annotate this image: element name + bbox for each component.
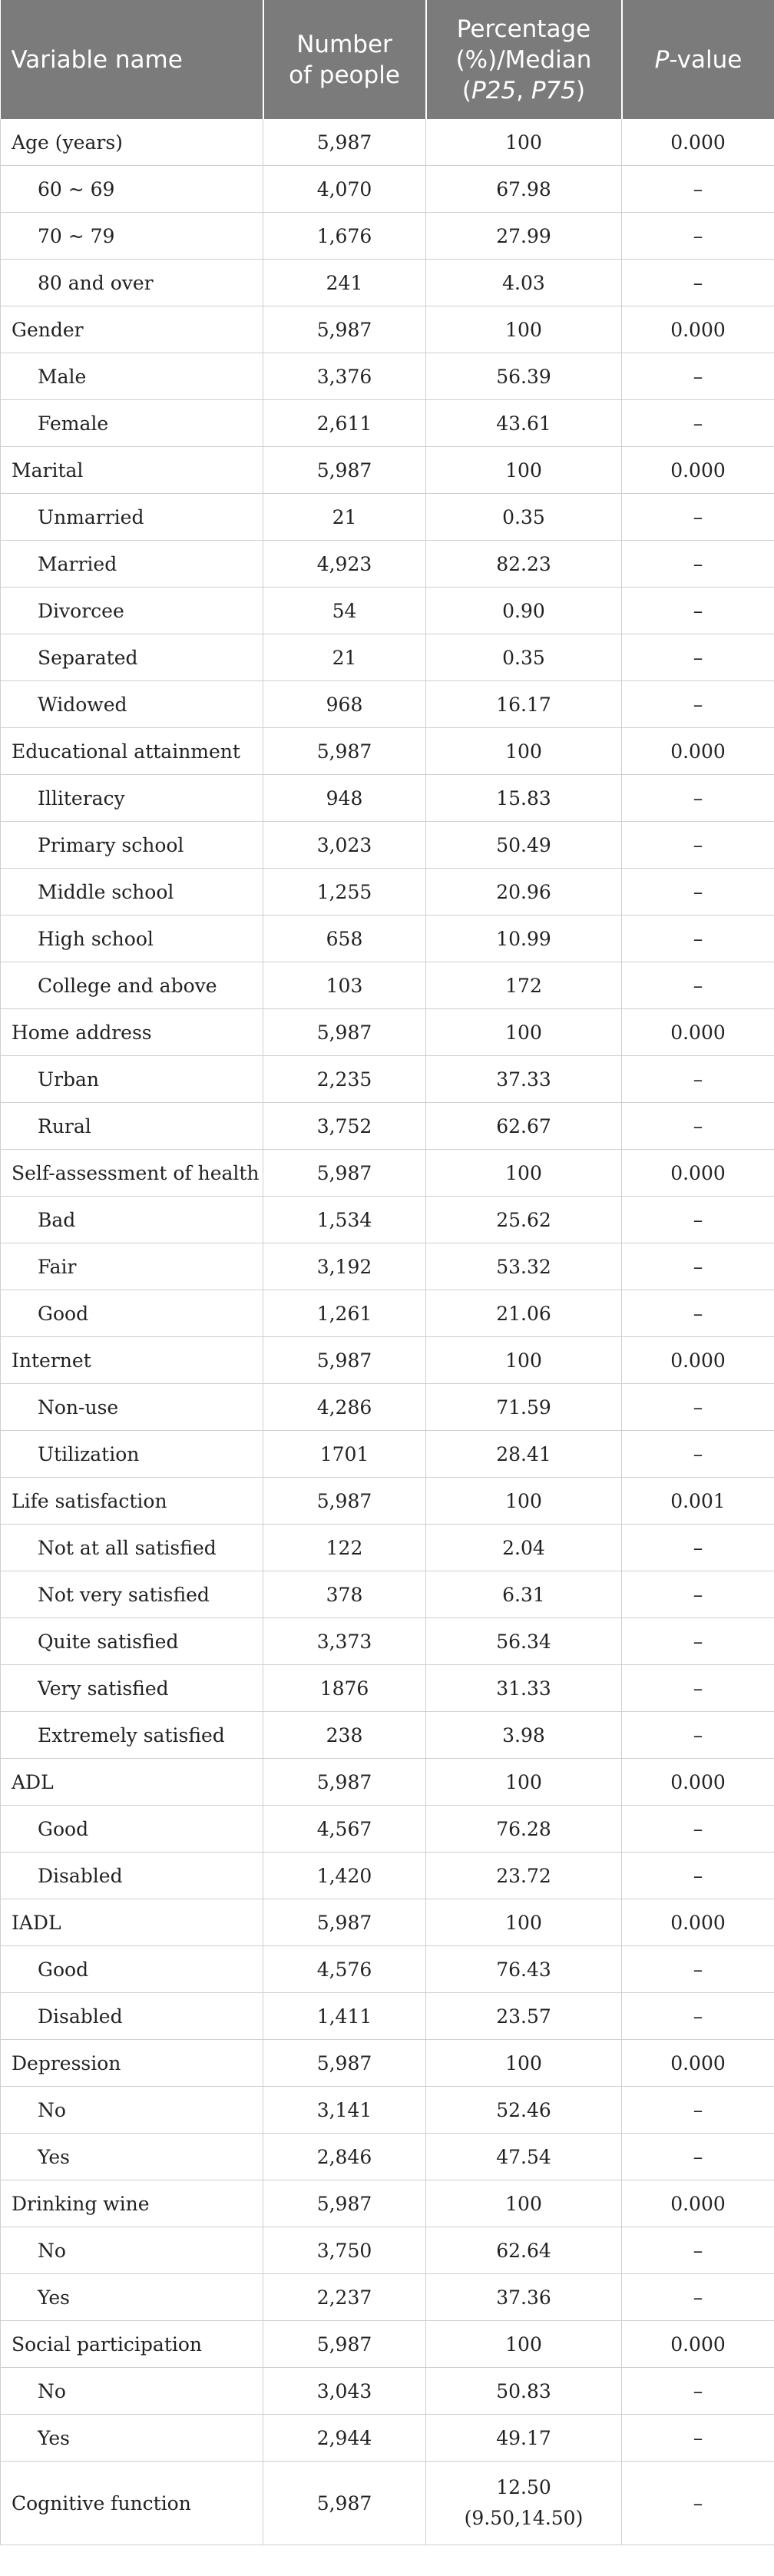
table-row-subcategory	[1, 1993, 774, 2040]
cell-number-of-people: 122	[263, 1525, 426, 1571]
cell-number-of-people: 5,987	[263, 1899, 426, 1946]
table-row-subcategory	[1, 916, 774, 962]
cell-p-value: –	[622, 213, 774, 260]
table-row-subcategory	[1, 2415, 774, 2462]
table-row-subcategory	[1, 775, 774, 822]
cell-variable-name: Married	[1, 541, 263, 588]
cell-variable-name: Urban	[1, 1056, 263, 1103]
cell-number-of-people: 4,923	[263, 541, 426, 588]
cell-number-of-people: 968	[263, 681, 426, 728]
table-row-subcategory	[1, 2274, 774, 2321]
table-row-subcategory	[1, 1056, 774, 1103]
cell-percentage: 100	[426, 2180, 622, 2227]
cell-p-value: 0.000	[622, 1009, 774, 1056]
cell-number-of-people: 2,237	[263, 2274, 426, 2321]
table-row-subcategory	[1, 2368, 774, 2415]
table-row-variable	[1, 447, 774, 494]
cell-number-of-people: 3,023	[263, 822, 426, 869]
cell-percentage: 6.31	[426, 1571, 622, 1618]
cell-p-value: –	[622, 1571, 774, 1618]
cell-number-of-people: 5,987	[263, 1337, 426, 1384]
cell-p-value: 0.000	[622, 447, 774, 494]
cell-number-of-people: 1,255	[263, 869, 426, 916]
cell-variable-name: IADL	[1, 1899, 263, 1946]
cell-p-value: –	[622, 2415, 774, 2462]
table-row-subcategory	[1, 634, 774, 681]
cell-variable-name: Bad	[1, 1197, 263, 1243]
table-row-subcategory	[1, 962, 774, 1009]
cell-number-of-people: 5,987	[263, 1009, 426, 1056]
cell-percentage: 0.90	[426, 588, 622, 634]
cell-number-of-people: 3,750	[263, 2227, 426, 2274]
cell-variable-name: Good	[1, 1806, 263, 1853]
table-row-subcategory	[1, 1946, 774, 1993]
cell-percentage: 10.99	[426, 916, 622, 962]
cell-percentage: 50.49	[426, 822, 622, 869]
table-row-subcategory	[1, 588, 774, 634]
cell-p-value: –	[622, 353, 774, 400]
cell-number-of-people: 5,987	[263, 306, 426, 353]
table-row-subcategory	[1, 822, 774, 869]
cell-p-value: –	[622, 1525, 774, 1571]
cell-percentage: 25.62	[426, 1197, 622, 1243]
cell-percentage: 37.36	[426, 2274, 622, 2321]
cell-p-value: –	[622, 1384, 774, 1431]
cell-number-of-people: 3,141	[263, 2087, 426, 2134]
cell-p-value: 0.000	[622, 119, 774, 166]
cell-percentage: 56.34	[426, 1618, 622, 1665]
cell-percentage: 37.33	[426, 1056, 622, 1103]
cell-number-of-people: 3,376	[263, 353, 426, 400]
cell-percentage: 21.06	[426, 1290, 622, 1337]
cell-percentage: 100	[426, 728, 622, 775]
cell-p-value: –	[622, 1712, 774, 1759]
cell-p-value: –	[622, 1243, 774, 1290]
cell-percentage: 100	[426, 1899, 622, 1946]
table-row-subcategory	[1, 1384, 774, 1431]
cell-percentage: 62.67	[426, 1103, 622, 1150]
cell-percentage: 53.32	[426, 1243, 622, 1290]
table-row-subcategory	[1, 1290, 774, 1337]
cell-number-of-people: 2,235	[263, 1056, 426, 1103]
cell-variable-name: Depression	[1, 2040, 263, 2087]
cell-p-value: –	[622, 1103, 774, 1150]
cell-variable-name: Middle school	[1, 869, 263, 916]
cell-number-of-people: 5,987	[263, 1759, 426, 1806]
cell-variable-name: Illiteracy	[1, 775, 263, 822]
cell-variable-name: No	[1, 2368, 263, 2415]
cell-number-of-people: 4,286	[263, 1384, 426, 1431]
cell-number-of-people: 3,752	[263, 1103, 426, 1150]
table-row-subcategory	[1, 213, 774, 260]
table-row-subcategory	[1, 1712, 774, 1759]
table-row-subcategory	[1, 2227, 774, 2274]
cell-variable-name: Age (years)	[1, 119, 263, 166]
cell-number-of-people: 2,846	[263, 2134, 426, 2180]
cell-p-value: –	[622, 634, 774, 681]
cell-variable-name: Yes	[1, 2415, 263, 2462]
cell-percentage: 23.57	[426, 1993, 622, 2040]
cell-percentage: 100	[426, 1478, 622, 1525]
table-row-variable	[1, 306, 774, 353]
cell-percentage: 100	[426, 1009, 622, 1056]
cell-variable-name: Rural	[1, 1103, 263, 1150]
table-body	[1, 119, 774, 2545]
cell-percentage: 82.23	[426, 541, 622, 588]
table-row-variable	[1, 2321, 774, 2368]
table-row-subcategory	[1, 2134, 774, 2180]
cell-number-of-people: 5,987	[263, 2321, 426, 2368]
cell-p-value: –	[622, 166, 774, 213]
table-row-variable	[1, 1759, 774, 1806]
cell-percentage: 100	[426, 306, 622, 353]
table-row-subcategory	[1, 1665, 774, 1712]
cell-p-value: –	[622, 2087, 774, 2134]
cell-number-of-people: 5,987	[263, 728, 426, 775]
table-row-subcategory	[1, 166, 774, 213]
cell-p-value: –	[622, 260, 774, 306]
cell-p-value: 0.000	[622, 2180, 774, 2227]
cell-percentage: 52.46	[426, 2087, 622, 2134]
cell-percentage: 100	[426, 2040, 622, 2087]
cell-p-value: 0.000	[622, 1337, 774, 1384]
cell-number-of-people: 378	[263, 1571, 426, 1618]
table-row-subcategory	[1, 494, 774, 541]
cell-number-of-people: 5,987	[263, 1478, 426, 1525]
cell-variable-name: Home address	[1, 1009, 263, 1056]
cell-p-value: –	[622, 962, 774, 1009]
cell-p-value: –	[622, 2368, 774, 2415]
cell-number-of-people: 3,373	[263, 1618, 426, 1665]
cell-p-value: –	[622, 400, 774, 447]
table-row-subcategory	[1, 1853, 774, 1899]
table-row-variable	[1, 2462, 774, 2545]
cell-p-value: –	[622, 1665, 774, 1712]
cell-variable-name: Female	[1, 400, 263, 447]
cell-variable-name: Cognitive function	[1, 2462, 263, 2545]
cell-percentage: 43.61	[426, 400, 622, 447]
cell-variable-name: High school	[1, 916, 263, 962]
cell-p-value: –	[622, 916, 774, 962]
cell-percentage: 76.28	[426, 1806, 622, 1853]
cell-percentage: 67.98	[426, 166, 622, 213]
table-row-variable	[1, 2040, 774, 2087]
cell-variable-name: Very satisfied	[1, 1665, 263, 1712]
cell-variable-name: Yes	[1, 2134, 263, 2180]
cell-variable-name: College and above	[1, 962, 263, 1009]
cell-p-value: –	[622, 869, 774, 916]
table-row-subcategory	[1, 1525, 774, 1571]
cell-percentage: 4.03	[426, 260, 622, 306]
cell-variable-name: 60 ~ 69	[1, 166, 263, 213]
cell-percentage: 0.35	[426, 494, 622, 541]
cell-p-value: –	[622, 494, 774, 541]
table-row-variable	[1, 119, 774, 166]
cell-number-of-people: 3,043	[263, 2368, 426, 2415]
cell-percentage: 71.59	[426, 1384, 622, 1431]
cell-variable-name: Not very satisfied	[1, 1571, 263, 1618]
cell-p-value: –	[622, 1806, 774, 1853]
table-header	[1, 0, 774, 119]
table-row-subcategory	[1, 1103, 774, 1150]
cell-p-value: –	[622, 1290, 774, 1337]
cell-p-value: 0.000	[622, 1759, 774, 1806]
cell-number-of-people: 5,987	[263, 1150, 426, 1197]
cell-variable-name: Widowed	[1, 681, 263, 728]
cell-p-value: –	[622, 1853, 774, 1899]
cell-percentage: 50.83	[426, 2368, 622, 2415]
cell-percentage: 100	[426, 2321, 622, 2368]
cell-variable-name: Non-use	[1, 1384, 263, 1431]
interquartile-range: (9.50,14.50)	[464, 2507, 584, 2529]
cell-percentage: 76.43	[426, 1946, 622, 1993]
cell-number-of-people: 1,411	[263, 1993, 426, 2040]
cell-percentage: 47.54	[426, 2134, 622, 2180]
cell-p-value: –	[622, 2462, 774, 2545]
table-row-variable	[1, 1899, 774, 1946]
cell-percentage: 28.41	[426, 1431, 622, 1478]
cell-percentage: 16.17	[426, 681, 622, 728]
cell-variable-name: Marital	[1, 447, 263, 494]
cell-variable-name: Educational attainment	[1, 728, 263, 775]
cell-percentage: 3.98	[426, 1712, 622, 1759]
header-row	[1, 0, 774, 119]
table-row-subcategory	[1, 1806, 774, 1853]
cell-percentage: 0.35	[426, 634, 622, 681]
table-row-subcategory	[1, 681, 774, 728]
cell-p-value: –	[622, 2274, 774, 2321]
median-value: 12.50	[496, 2476, 551, 2498]
header-percentage-median: Percentage (%)/Median (P25, P75)	[426, 0, 622, 119]
cell-percentage: 56.39	[426, 353, 622, 400]
cell-percentage: 15.83	[426, 775, 622, 822]
cell-number-of-people: 1,676	[263, 213, 426, 260]
cell-variable-name: Separated	[1, 634, 263, 681]
cell-number-of-people: 238	[263, 1712, 426, 1759]
table-row-subcategory	[1, 869, 774, 916]
cell-variable-name: Quite satisfied	[1, 1618, 263, 1665]
cell-p-value: –	[622, 1946, 774, 1993]
cell-variable-name: No	[1, 2087, 263, 2134]
cell-percentage: 31.33	[426, 1665, 622, 1712]
cell-number-of-people: 1,420	[263, 1853, 426, 1899]
table-row-variable	[1, 1337, 774, 1384]
cell-p-value: –	[622, 2227, 774, 2274]
cell-variable-name: Social participation	[1, 2321, 263, 2368]
cell-percentage	[426, 2462, 622, 2545]
table-row-subcategory	[1, 353, 774, 400]
cell-number-of-people: 103	[263, 962, 426, 1009]
table-row-subcategory	[1, 1618, 774, 1665]
cell-p-value: –	[622, 1993, 774, 2040]
cell-number-of-people: 21	[263, 634, 426, 681]
cell-percentage: 23.72	[426, 1853, 622, 1899]
cell-variable-name: 70 ~ 79	[1, 213, 263, 260]
cell-p-value: 0.000	[622, 1150, 774, 1197]
cell-p-value: 0.000	[622, 306, 774, 353]
cell-number-of-people: 5,987	[263, 2040, 426, 2087]
table-row-subcategory	[1, 541, 774, 588]
cell-number-of-people: 1876	[263, 1665, 426, 1712]
cell-number-of-people: 4,567	[263, 1806, 426, 1853]
cell-variable-name: No	[1, 2227, 263, 2274]
cell-number-of-people: 4,576	[263, 1946, 426, 1993]
cell-number-of-people: 948	[263, 775, 426, 822]
table-row-variable	[1, 1478, 774, 1525]
cell-p-value: –	[622, 2134, 774, 2180]
cell-number-of-people: 5,987	[263, 2180, 426, 2227]
cell-number-of-people: 4,070	[263, 166, 426, 213]
cell-variable-name: Drinking wine	[1, 2180, 263, 2227]
cell-number-of-people: 2,944	[263, 2415, 426, 2462]
cell-percentage: 100	[426, 1759, 622, 1806]
cell-variable-name: Good	[1, 1290, 263, 1337]
cell-p-value: –	[622, 541, 774, 588]
cell-p-value: –	[622, 822, 774, 869]
cell-p-value: –	[622, 1431, 774, 1478]
cell-p-value: 0.000	[622, 2040, 774, 2087]
cell-percentage: 2.04	[426, 1525, 622, 1571]
cell-number-of-people: 5,987	[263, 119, 426, 166]
cell-p-value: 0.000	[622, 1899, 774, 1946]
header-p-value: P-value	[622, 0, 774, 119]
cell-percentage: 172	[426, 962, 622, 1009]
cell-p-value: –	[622, 775, 774, 822]
cell-variable-name: Self-assessment of health	[1, 1150, 263, 1197]
table-row-subcategory	[1, 2087, 774, 2134]
cell-number-of-people: 1,534	[263, 1197, 426, 1243]
cell-number-of-people: 5,987	[263, 447, 426, 494]
cell-variable-name: Gender	[1, 306, 263, 353]
cell-p-value: –	[622, 681, 774, 728]
cell-variable-name: Utilization	[1, 1431, 263, 1478]
cell-variable-name: Disabled	[1, 1853, 263, 1899]
table-row-variable	[1, 728, 774, 775]
cell-p-value: –	[622, 588, 774, 634]
cell-variable-name: Primary school	[1, 822, 263, 869]
header-number-of-people: Number of people	[263, 0, 426, 119]
cell-number-of-people: 241	[263, 260, 426, 306]
cell-number-of-people: 21	[263, 494, 426, 541]
cell-number-of-people: 3,192	[263, 1243, 426, 1290]
table-row-subcategory	[1, 260, 774, 306]
cell-number-of-people: 54	[263, 588, 426, 634]
cell-variable-name: Male	[1, 353, 263, 400]
cell-variable-name: Internet	[1, 1337, 263, 1384]
table-row-variable	[1, 1009, 774, 1056]
cell-variable-name: Not at all satisfied	[1, 1525, 263, 1571]
cell-variable-name: Extremely satisfied	[1, 1712, 263, 1759]
cell-number-of-people: 1701	[263, 1431, 426, 1478]
cell-variable-name: Life satisfaction	[1, 1478, 263, 1525]
header-variable-name: Variable name	[1, 0, 263, 119]
table-row-subcategory	[1, 1571, 774, 1618]
cell-variable-name: Good	[1, 1946, 263, 1993]
cell-p-value: –	[622, 1618, 774, 1665]
cell-number-of-people: 2,611	[263, 400, 426, 447]
cell-percentage: 20.96	[426, 869, 622, 916]
cell-percentage: 49.17	[426, 2415, 622, 2462]
cell-p-value: –	[622, 1197, 774, 1243]
table-row-subcategory	[1, 400, 774, 447]
table-row-subcategory	[1, 1197, 774, 1243]
table-row-subcategory	[1, 1431, 774, 1478]
cell-p-value: –	[622, 1056, 774, 1103]
table-row-variable	[1, 1150, 774, 1197]
cell-p-value: 0.001	[622, 1478, 774, 1525]
table-row-variable	[1, 2180, 774, 2227]
cell-variable-name: Unmarried	[1, 494, 263, 541]
cell-percentage: 100	[426, 447, 622, 494]
cell-percentage: 62.64	[426, 2227, 622, 2274]
cell-p-value: 0.000	[622, 2321, 774, 2368]
cell-number-of-people: 658	[263, 916, 426, 962]
table-row-subcategory	[1, 1243, 774, 1290]
cell-variable-name: 80 and over	[1, 260, 263, 306]
cell-variable-name: Fair	[1, 1243, 263, 1290]
cell-variable-name: Disabled	[1, 1993, 263, 2040]
cell-variable-name: Yes	[1, 2274, 263, 2321]
cell-percentage: 100	[426, 1150, 622, 1197]
cell-percentage: 100	[426, 1337, 622, 1384]
cell-percentage: 100	[426, 119, 622, 166]
cell-number-of-people: 1,261	[263, 1290, 426, 1337]
cell-number-of-people: 5,987	[263, 2462, 426, 2545]
cell-p-value: 0.000	[622, 728, 774, 775]
cell-variable-name: Divorcee	[1, 588, 263, 634]
cell-percentage: 27.99	[426, 213, 622, 260]
cell-variable-name: ADL	[1, 1759, 263, 1806]
